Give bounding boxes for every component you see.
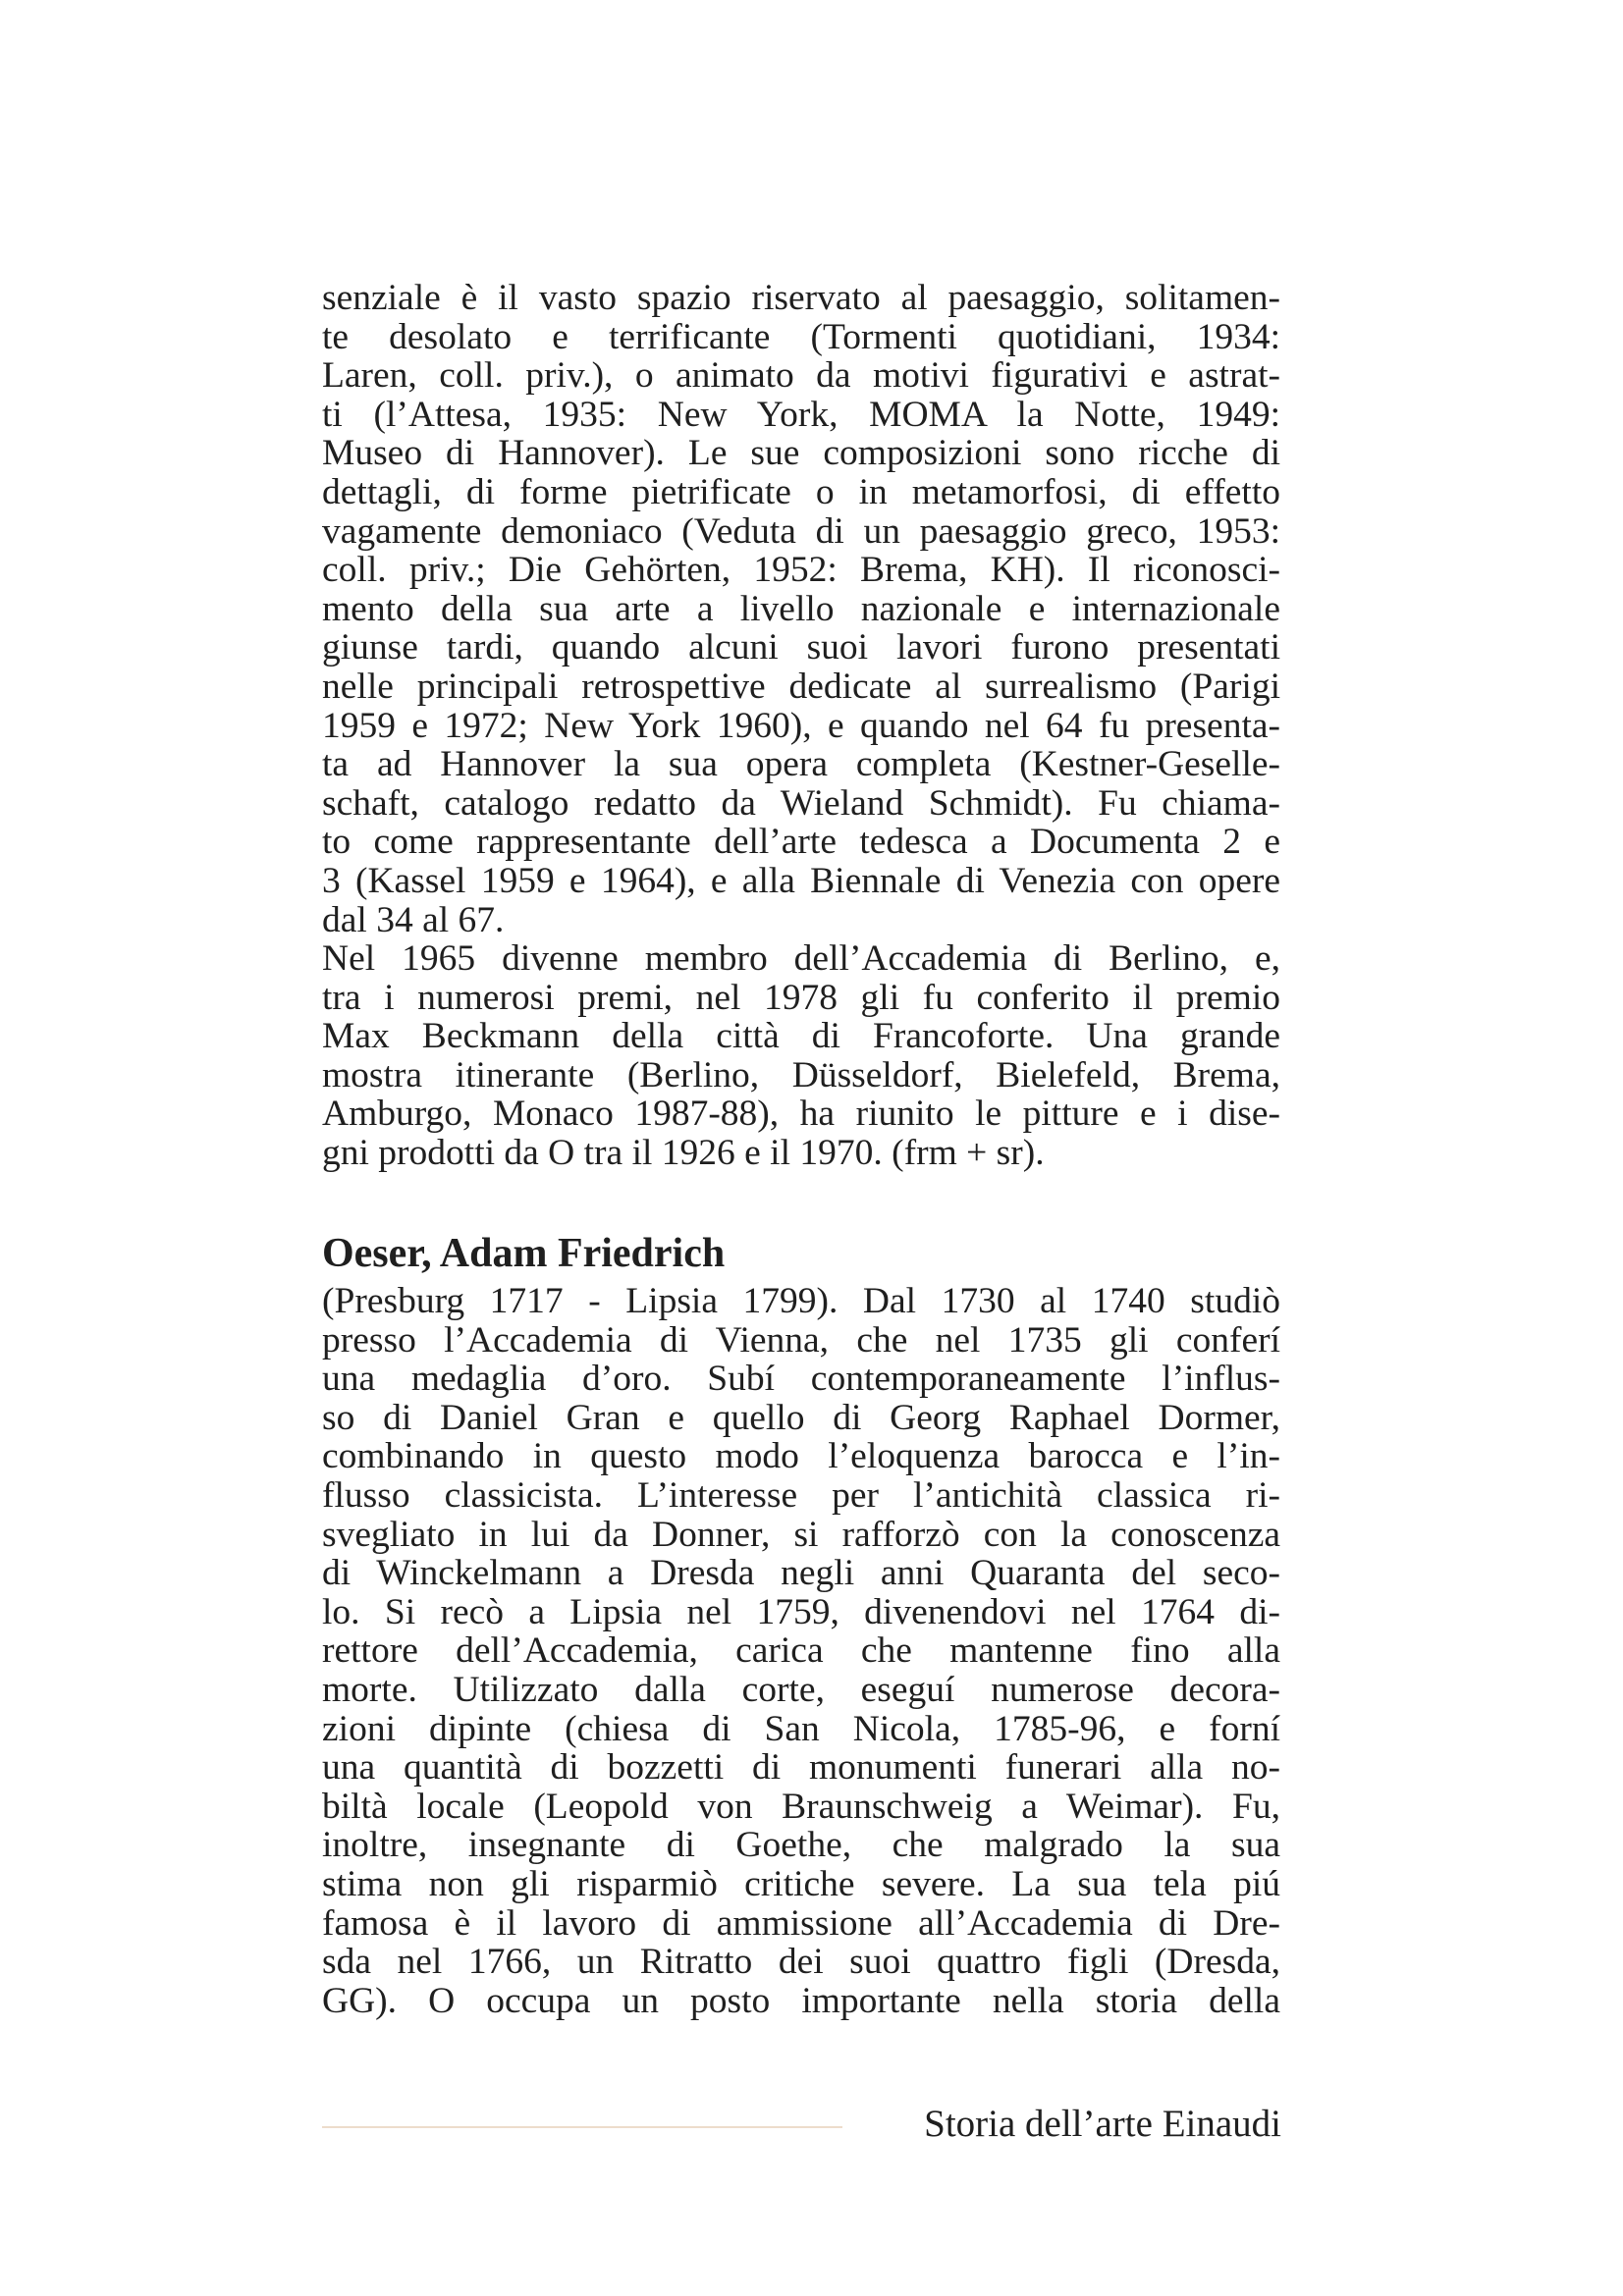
text-line: lo. Si recò a Lipsia nel 1759, divenendovi nel 1764 di-	[322, 1591, 1280, 1632]
text-line: Nel 1965 divenne membro dell’Accademia di Berlino, e,	[322, 938, 1280, 980]
text-line: zioni dipinte (chiesa di San Nicola, 1785-96, e forní	[322, 1708, 1280, 1749]
text-line: mostra itinerante (Berlino, Düsseldorf, Bielefeld, Brema,	[322, 1054, 1280, 1095]
text-line: coll. priv.; Die Gehörten, 1952: Brema, KH). Il riconosci-	[322, 550, 1280, 591]
text-line: nelle principali retrospettive dedicate al surrealismo (Parigi	[322, 666, 1280, 707]
text-line: GG). O occupa un posto importante nella storia della	[322, 1980, 1280, 2021]
text-line: tra i numerosi premi, nel 1978 gli fu conferito il premio	[322, 977, 1280, 1018]
text-line: flusso classicista. L’interesse per l’antichità classica ri-	[322, 1474, 1280, 1516]
text-line: svegliato in lui da Donner, si rafforzò con la conoscenza	[322, 1514, 1280, 1555]
text-line: gni prodotti da O tra il 1926 e il 1970. (frm + sr).	[322, 1133, 1045, 1174]
text-line: di Winckelmann a Dresda negli anni Quaranta del seco-	[322, 1553, 1280, 1594]
text-line: vagamente demoniaco (Veduta di un paesaggio greco, 1953:	[322, 510, 1280, 552]
text-line: una medaglia d’oro. Subí contemporaneamente l’influs-	[322, 1359, 1280, 1400]
text-line: presso l’Accademia di Vienna, che nel 1735 gli conferí	[322, 1319, 1280, 1361]
text-line: ta ad Hannover la sua opera completa (Kestner-Geselle-	[322, 744, 1280, 785]
text-line: 1959 e 1972; New York 1960), e quando nel 64 fu presenta-	[322, 705, 1280, 746]
text-line: dettagli, di forme pietrificate o in metamorfosi, di effetto	[322, 471, 1280, 512]
text-line: to come rappresentante dell’arte tedesca a Documenta 2 e	[322, 822, 1280, 863]
text-line: mento della sua arte a livello nazionale e internazionale	[322, 588, 1280, 629]
text-line: giunse tardi, quando alcuni suoi lavori furono presentati	[322, 627, 1280, 668]
text-line: combinando in questo modo l’eloquenza barocca e l’in-	[322, 1436, 1280, 1477]
text-line: Laren, coll. priv.), o animato da motivi figurativi e astrat-	[322, 355, 1280, 397]
text-line: 3 (Kassel 1959 e 1964), e alla Biennale di Venezia con opere	[322, 860, 1280, 901]
text-line: morte. Utilizzato dalla corte, eseguí numerose decora-	[322, 1669, 1280, 1710]
text-line: famosa è il lavoro di ammissione all’Accademia di Dre-	[322, 1902, 1280, 1944]
text-line: dal 34 al 67.	[322, 899, 505, 940]
text-line: Max Beckmann della città di Francoforte. Una grande	[322, 1016, 1280, 1057]
entry-heading: Oeser, Adam Friedrich	[322, 1231, 726, 1276]
text-line: Museo di Hannover). Le sue composizioni sono ricche di	[322, 433, 1280, 474]
text-line: rettore dell’Accademia, carica che mantenne fino alla	[322, 1630, 1280, 1672]
text-line: ti (l’Attesa, 1935: New York, MOMA la Notte, 1949:	[322, 394, 1280, 435]
text-line: sda nel 1766, un Ritratto dei suoi quattro figli (Dresda,	[322, 1942, 1280, 1983]
entry-body-text	[322, 1282, 1280, 2020]
text-line: una quantità di bozzetti di monumenti funerari alla no-	[322, 1747, 1280, 1789]
text-line: biltà locale (Leopold von Braunschweig a Weimar). Fu,	[322, 1786, 1280, 1827]
footer-title: Storia dell’arte Einaudi	[924, 2103, 1281, 2145]
footer-rule	[322, 2126, 842, 2128]
text-line: schaft, catalogo redatto da Wieland Schmidt). Fu chiama-	[322, 782, 1280, 824]
text-line: stima non gli risparmiò critiche severe. La sua tela piú	[322, 1863, 1280, 1904]
previous-entry-text	[322, 279, 1280, 1173]
text-line: te desolato e terrificante (Tormenti quotidiani, 1934:	[322, 316, 1280, 357]
text-line: inoltre, insegnante di Goethe, che malgrado la sua	[322, 1825, 1280, 1866]
text-line: so di Daniel Gran e quello di Georg Raphael Dormer,	[322, 1397, 1280, 1438]
text-line: Amburgo, Monaco 1987-88), ha riunito le pitture e i dise-	[322, 1094, 1280, 1135]
text-line: senziale è il vasto spazio riservato al paesaggio, solitamen-	[322, 278, 1280, 318]
text-line: (Presburg 1717 - Lipsia 1799). Dal 1730 al 1740 studiò	[322, 1281, 1280, 1321]
